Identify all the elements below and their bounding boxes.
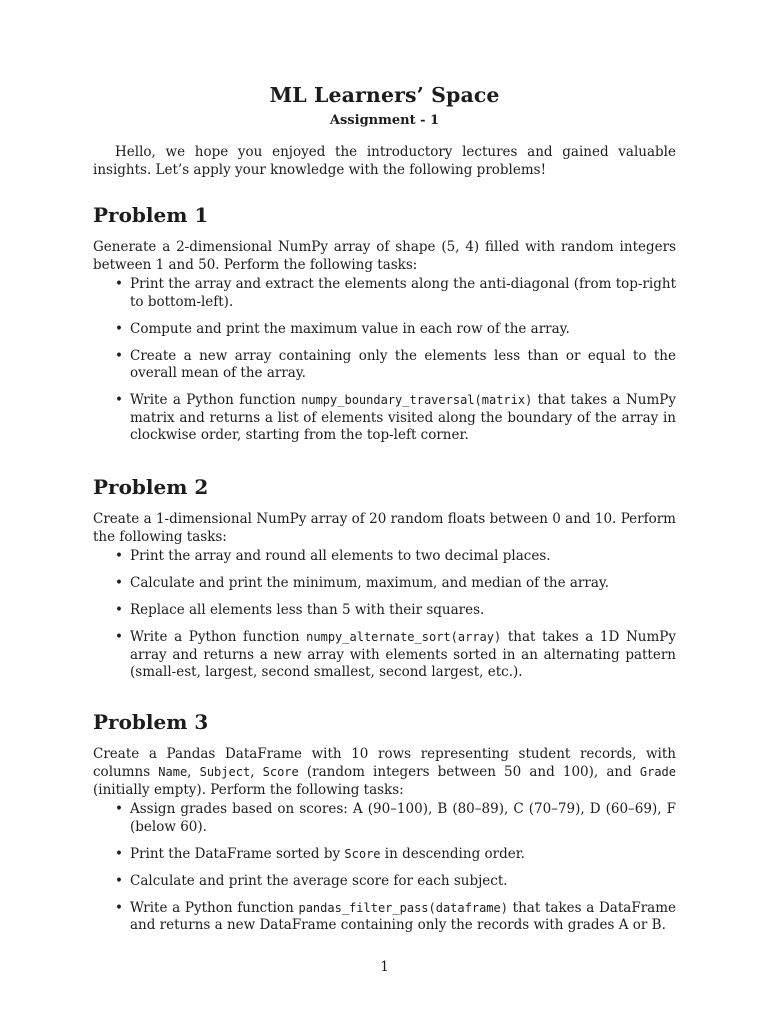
column-name-code: Subject <box>199 765 251 779</box>
column-name-code: Score <box>262 765 299 779</box>
problem-2-task-list <box>93 548 676 682</box>
task-text: Print the array and round all elements to two decimal places. <box>130 548 551 564</box>
bullet-icon: • <box>115 801 123 817</box>
task-text: Create a new array containing only the elements less than or equal to the overall mean of the array. <box>130 347 676 381</box>
list-item <box>93 629 676 682</box>
list-item <box>93 276 676 311</box>
bullet-icon: • <box>115 629 123 645</box>
task-text: Print the array and extract the elements along the anti-diagonal (from top-right to bottom-left). <box>130 276 676 310</box>
task-text-prefix: Write a Python function <box>130 899 299 916</box>
list-item <box>93 321 676 339</box>
list-item <box>93 575 676 593</box>
list-item <box>93 801 676 836</box>
description-text: (random integers between 50 and 100), and <box>298 764 640 780</box>
problem-2-heading: Problem 2 <box>93 475 209 499</box>
function-name-code: numpy_alternate_sort(array) <box>306 630 502 644</box>
function-name-code: pandas_filter_pass(dataframe) <box>298 900 508 915</box>
list-item <box>93 348 676 383</box>
bullet-icon: • <box>115 392 123 408</box>
description-text: , <box>187 764 200 780</box>
list-item <box>93 873 676 891</box>
list-item <box>93 392 676 445</box>
bullet-icon: • <box>115 347 123 364</box>
document-title: ML Learners’ Space <box>269 83 500 107</box>
problem-2-description: Create a 1-dimensional NumPy array of 20 random floats between 0 and 10. Perform the following tasks: <box>93 511 676 545</box>
column-name-code: Score <box>344 846 381 861</box>
task-text-prefix: Write a Python function <box>130 629 307 645</box>
page-number: 1 <box>380 959 389 975</box>
problem-1-heading: Problem 1 <box>93 203 209 227</box>
problem-3-section <box>93 709 676 944</box>
description-text: (initially empty). Perform the following tasks: <box>93 782 404 798</box>
problem-3-description <box>93 745 676 799</box>
bullet-icon: • <box>115 899 123 916</box>
bullet-icon: • <box>115 276 123 292</box>
bullet-icon: • <box>115 872 123 889</box>
bullet-icon: • <box>115 320 123 337</box>
problem-1-task-list <box>93 276 676 445</box>
task-text: Replace all elements less than 5 with their squares. <box>130 602 485 618</box>
list-item <box>93 846 676 864</box>
description-text: Create a Pandas DataFrame with 10 rows representing student records, with columns <box>93 746 676 780</box>
list-item <box>93 900 676 935</box>
bullet-icon: • <box>115 602 123 618</box>
task-text-suffix: that takes a DataFrame and returns a new DataFrame containing only the records with grades A or B. <box>130 899 676 933</box>
column-name-code: Name <box>158 765 188 779</box>
problem-2-section <box>93 474 676 691</box>
list-item <box>93 602 676 620</box>
function-name-code: numpy_boundary_traversal(matrix) <box>301 393 533 407</box>
task-text: Compute and print the maximum value in each row of the array. <box>130 320 570 337</box>
task-text: Calculate and print the average score for each subject. <box>130 872 508 889</box>
intro-paragraph: Hello, we hope you enjoyed the introductory lectures and gained valuable insights. Let’s apply your knowledge with the following problems! <box>93 144 676 178</box>
task-text-suffix: that takes a 1D NumPy array and returns a new array with elements sorted in an alternating pattern (small-est, largest, second smallest, second largest, etc.). <box>130 629 676 680</box>
task-text-prefix: Print the DataFrame sorted by <box>130 845 345 862</box>
list-item <box>93 548 676 566</box>
task-text: Assign grades based on scores: A (90–100), B (80–89), C (70–79), D (60–69), F (below 60). <box>130 801 676 835</box>
bullet-icon: • <box>115 575 123 591</box>
task-text-suffix: that takes a NumPy matrix and returns a list of elements visited along the boundary of the array in clockwise order, starting from the top-left corner. <box>130 392 676 443</box>
problem-1-section <box>93 202 676 454</box>
problem-3-task-list <box>93 801 676 935</box>
task-text: Calculate and print the minimum, maximum, and median of the array. <box>130 575 609 591</box>
bullet-icon: • <box>115 548 123 564</box>
task-text-prefix: Write a Python function <box>130 392 302 408</box>
bullet-icon: • <box>115 845 123 862</box>
problem-3-heading: Problem 3 <box>93 710 209 734</box>
problem-1-description: Generate a 2-dimensional NumPy array of shape (5, 4) filled with random integers between 1 and 50. Perform the following tasks: <box>93 239 676 273</box>
task-text-suffix: in descending order. <box>380 845 525 862</box>
description-text: , <box>250 764 263 780</box>
document-subtitle: Assignment - 1 <box>329 113 440 128</box>
column-name-code: Grade <box>639 765 676 779</box>
